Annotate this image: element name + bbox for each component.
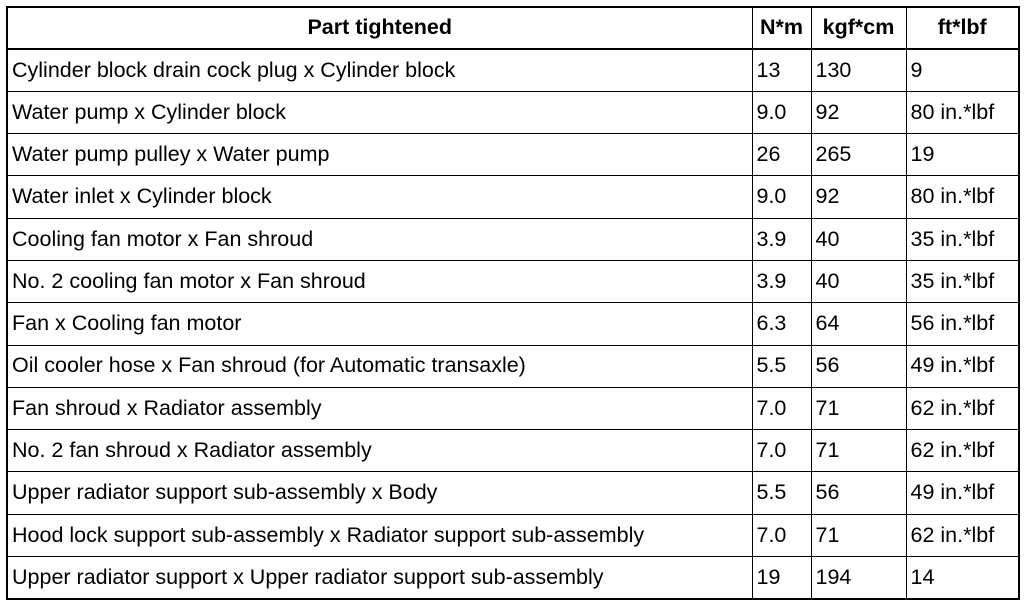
table-row (7, 430, 1019, 472)
cell-nm: 26 (752, 134, 811, 176)
cell-part: Fan shroud x Radiator assembly (7, 387, 752, 429)
cell-kgf-cm: 194 (811, 557, 906, 599)
cell-part: No. 2 fan shroud x Radiator assembly (7, 430, 752, 472)
cell-ft-lbf: 80 in.*lbf (906, 176, 1019, 218)
table-row (7, 218, 1019, 260)
cell-ft-lbf: 49 in.*lbf (906, 472, 1019, 514)
cell-part: Upper radiator support x Upper radiator support sub-assembly (7, 557, 752, 599)
header-row (7, 7, 1019, 49)
cell-nm: 7.0 (752, 387, 811, 429)
torque-spec-table (6, 6, 1020, 600)
cell-part: Cooling fan motor x Fan shroud (7, 218, 752, 260)
cell-part: Hood lock support sub-assembly x Radiator support sub-assembly (7, 514, 752, 556)
cell-nm: 3.9 (752, 218, 811, 260)
cell-part: Water pump pulley x Water pump (7, 134, 752, 176)
cell-kgf-cm: 40 (811, 218, 906, 260)
cell-ft-lbf: 35 in.*lbf (906, 260, 1019, 302)
table-row (7, 176, 1019, 218)
cell-ft-lbf: 19 (906, 134, 1019, 176)
cell-part: Upper radiator support sub-assembly x Body (7, 472, 752, 514)
cell-part: No. 2 cooling fan motor x Fan shroud (7, 260, 752, 302)
cell-kgf-cm: 71 (811, 514, 906, 556)
cell-part: Fan x Cooling fan motor (7, 303, 752, 345)
cell-kgf-cm: 92 (811, 176, 906, 218)
table-row (7, 260, 1019, 302)
cell-part: Cylinder block drain cock plug x Cylinder block (7, 49, 752, 91)
table-row (7, 49, 1019, 91)
torque-spec-table-container (6, 6, 1018, 600)
cell-kgf-cm: 56 (811, 472, 906, 514)
header-ft-lbf: ft*lbf (906, 7, 1019, 49)
table-row (7, 134, 1019, 176)
cell-nm: 9.0 (752, 91, 811, 133)
cell-nm: 7.0 (752, 514, 811, 556)
table-row (7, 514, 1019, 556)
cell-kgf-cm: 71 (811, 387, 906, 429)
header-kgf-cm: kgf*cm (811, 7, 906, 49)
cell-ft-lbf: 49 in.*lbf (906, 345, 1019, 387)
cell-ft-lbf: 80 in.*lbf (906, 91, 1019, 133)
cell-ft-lbf: 62 in.*lbf (906, 387, 1019, 429)
cell-nm: 19 (752, 557, 811, 599)
cell-nm: 6.3 (752, 303, 811, 345)
cell-nm: 7.0 (752, 430, 811, 472)
cell-ft-lbf: 56 in.*lbf (906, 303, 1019, 345)
cell-part: Water pump x Cylinder block (7, 91, 752, 133)
cell-nm: 9.0 (752, 176, 811, 218)
cell-kgf-cm: 265 (811, 134, 906, 176)
table-row (7, 91, 1019, 133)
header-nm: N*m (752, 7, 811, 49)
cell-kgf-cm: 71 (811, 430, 906, 472)
cell-kgf-cm: 56 (811, 345, 906, 387)
cell-part: Water inlet x Cylinder block (7, 176, 752, 218)
cell-ft-lbf: 35 in.*lbf (906, 218, 1019, 260)
cell-ft-lbf: 14 (906, 557, 1019, 599)
cell-kgf-cm: 40 (811, 260, 906, 302)
table-row (7, 557, 1019, 599)
table-row (7, 303, 1019, 345)
cell-nm: 5.5 (752, 345, 811, 387)
cell-kgf-cm: 64 (811, 303, 906, 345)
cell-ft-lbf: 62 in.*lbf (906, 514, 1019, 556)
cell-nm: 5.5 (752, 472, 811, 514)
table-row (7, 472, 1019, 514)
cell-part: Oil cooler hose x Fan shroud (for Automatic transaxle) (7, 345, 752, 387)
cell-nm: 3.9 (752, 260, 811, 302)
cell-nm: 13 (752, 49, 811, 91)
table-row (7, 345, 1019, 387)
table-row (7, 387, 1019, 429)
header-part-tightened: Part tightened (7, 7, 752, 49)
cell-ft-lbf: 9 (906, 49, 1019, 91)
cell-kgf-cm: 130 (811, 49, 906, 91)
cell-kgf-cm: 92 (811, 91, 906, 133)
cell-ft-lbf: 62 in.*lbf (906, 430, 1019, 472)
